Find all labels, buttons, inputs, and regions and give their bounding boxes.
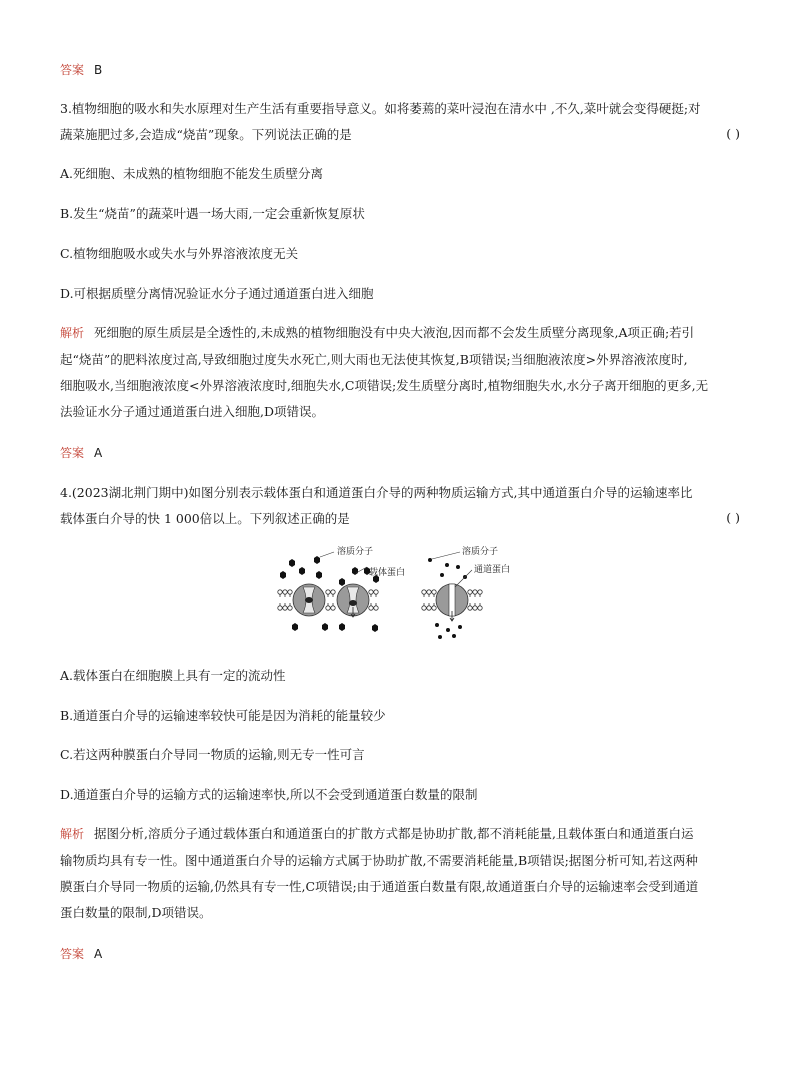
analysis-tag: 解析 (60, 326, 85, 340)
pointer-solute-left (320, 552, 334, 557)
carrier-protein-panel (278, 545, 405, 632)
answer-tag: 答案 (60, 947, 85, 961)
q3-analysis-text1: 死细胞的原生质层是全透性的,未成熟的植物细胞没有中央大液泡,因而都不会发生质壁分离现象,A项正确;若引 (94, 325, 695, 340)
q3-answer-line (60, 444, 740, 462)
q4-analysis-line2: 输物质均具有专一性。图中通道蛋白介导的运输方式属于协助扩散,不需要消耗能量,B项错误;据图分析可知,若这两种 (60, 853, 698, 868)
analysis-tag: 解析 (60, 827, 85, 841)
q3-analysis-line2: 起“烧苗”的肥料浓度过高,导致细胞过度失水死亡,则大雨也无法使其恢复,B项错误;当细胞液浓度>外界溶液浓度时, (60, 352, 688, 367)
pointer-channel (455, 570, 472, 587)
label-solute-right: 溶质分子 (462, 547, 499, 557)
carrier-protein-2 (337, 584, 369, 617)
q3-analysis-line4: 法验证水分子通过通道蛋白进入细胞,D项错误。 (60, 404, 324, 419)
q4-analysis-text1: 据图分析,溶质分子通过载体蛋白和通道蛋白的扩散方式都是协助扩散,都不消耗能量,且载体蛋白和通道蛋白运 (94, 826, 694, 841)
q3-stem-line2 (60, 126, 740, 144)
channel-protein-panel (422, 545, 510, 639)
q3-analysis-line3: 细胞吸水,当细胞液浓度<外界溶液浓度时,细胞失水,C项错误;发生质壁分离时,植物细胞失水,水分子离开细胞的更多,无 (60, 378, 709, 393)
q4-option-a: A.载体蛋白在细胞膜上具有一定的流动性 (60, 668, 286, 683)
pointer-solute-right (432, 552, 460, 559)
q3-option-b: B.发生“烧苗”的蔬菜叶遇一场大雨,一定会重新恢复原状 (60, 206, 365, 221)
q3-stem-text: 蔬菜施肥过多,会造成“烧苗”现象。下列说法正确的是 (60, 127, 352, 142)
transport-diagram (272, 545, 522, 645)
answer-tag: 答案 (60, 446, 85, 460)
q3-option-a: A.死细胞、未成熟的植物细胞不能发生质壁分离 (60, 166, 324, 181)
q4-answer-blank: ( ) (726, 510, 740, 525)
q4-option-d: D.通道蛋白介导的运输方式的运输速率快,所以不会受到通道蛋白数量的限制 (60, 787, 478, 802)
label-solute-left: 溶质分子 (337, 547, 374, 557)
q4-option-b: B.通道蛋白介导的运输速率较快可能是因为消耗的能量较少 (60, 708, 386, 723)
q4-analysis-line3: 膜蛋白介导同一物质的运输,仍然具有专一性,C项错误;由于通道蛋白数量有限,故通道蛋白介导的运输速率会受到通道 (60, 879, 699, 894)
q4-option-c: C.若这两种膜蛋白介导同一物质的运输,则无专一性可言 (60, 747, 365, 762)
q4-analysis-line1 (60, 825, 740, 843)
label-channel-protein: 通道蛋白 (474, 565, 511, 575)
answer-line-prev (60, 61, 740, 79)
answer-value: A (94, 446, 103, 460)
q4-stem-line1: 4.(2023湖北荆门期中)如图分别表示载体蛋白和通道蛋白介导的两种物质运输方式,其中通道蛋白介导的运输速率比 (60, 485, 693, 500)
answer-value: A (94, 947, 103, 961)
q3-analysis-line1 (60, 324, 740, 342)
answer-tag: 答案 (60, 63, 85, 77)
q4-analysis-line4: 蛋白数量的限制,D项错误。 (60, 905, 212, 920)
q3-stem-line1: 3.植物细胞的吸水和失水原理对生产生活有重要指导意义。如将萎蔫的菜叶浸泡在清水中 ,不久,菜叶就会变得硬挺;对 (60, 101, 701, 116)
q3-option-d: D.可根据质壁分离情况验证水分子通过通道蛋白进入细胞 (60, 286, 374, 301)
q4-answer-line (60, 945, 740, 963)
carrier-protein-1 (293, 584, 325, 616)
q4-stem-line2: 载体蛋白介导的快 1 000倍以上。下列叙述正确的是 (60, 511, 350, 526)
q3-option-c: C.植物细胞吸水或失水与外界溶液浓度无关 (60, 246, 299, 261)
q3-answer-blank: ( ) (726, 126, 740, 141)
label-carrier-protein: 载体蛋白 (369, 568, 406, 578)
channel-protein (436, 584, 468, 621)
answer-value: B (94, 63, 103, 77)
